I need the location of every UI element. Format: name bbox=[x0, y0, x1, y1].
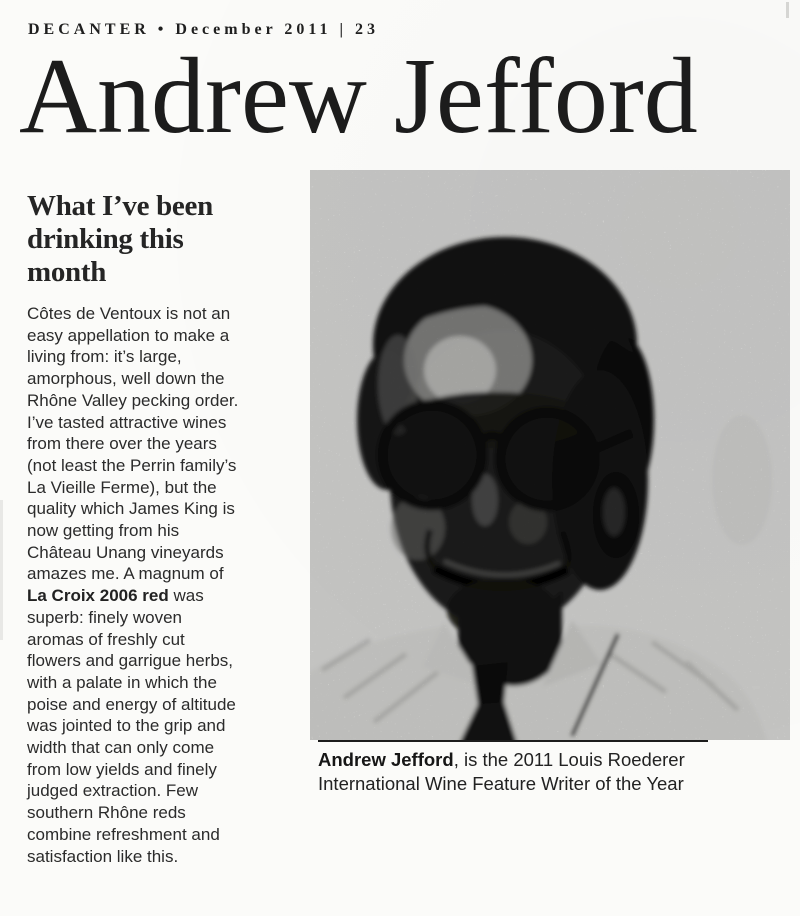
scan-artifact bbox=[0, 500, 3, 640]
body-text-end: was superb: finely woven aromas of freshly cut flowers and garrigue herbs, with a palate in which the poise and energy of altitude was jointed to the grip and width that can only come from low yields and finely judged extraction. Few southern Rhône reds combine refreshment and satisfaction like this. bbox=[27, 586, 236, 866]
sidebar-column bbox=[27, 190, 243, 867]
photo-grain bbox=[310, 170, 790, 740]
scan-artifact bbox=[753, 686, 760, 689]
masthead: DECANTER • December 2011 | 23 bbox=[28, 21, 380, 38]
caption-name: Andrew Jefford bbox=[318, 749, 454, 770]
page-title: Andrew Jefford bbox=[19, 37, 698, 156]
body-text-start: Côtes de Ventoux is not an easy appellation to make a living from: it’s large, amorphous, well down the Rhône Valley pecking order. I’ve tasted attractive wines from there over the years (not least the Perrin family’s La Vieille Ferme), but the quality which James King is now getting from his Château Unang vineyards amazes me. A magnum of bbox=[27, 304, 239, 584]
scan-artifact bbox=[786, 2, 789, 18]
caption-text: , is the 2011 Louis Roederer International Wine Feature Writer of the Year bbox=[318, 749, 685, 794]
photo-caption bbox=[318, 748, 722, 796]
portrait-photo bbox=[310, 170, 790, 740]
wine-name: La Croix 2006 red bbox=[27, 586, 169, 606]
portrait-illustration bbox=[310, 170, 790, 740]
column-heading: What I’ve been drinking this month bbox=[27, 190, 213, 288]
column-body bbox=[27, 303, 243, 867]
caption-rule bbox=[318, 740, 708, 742]
